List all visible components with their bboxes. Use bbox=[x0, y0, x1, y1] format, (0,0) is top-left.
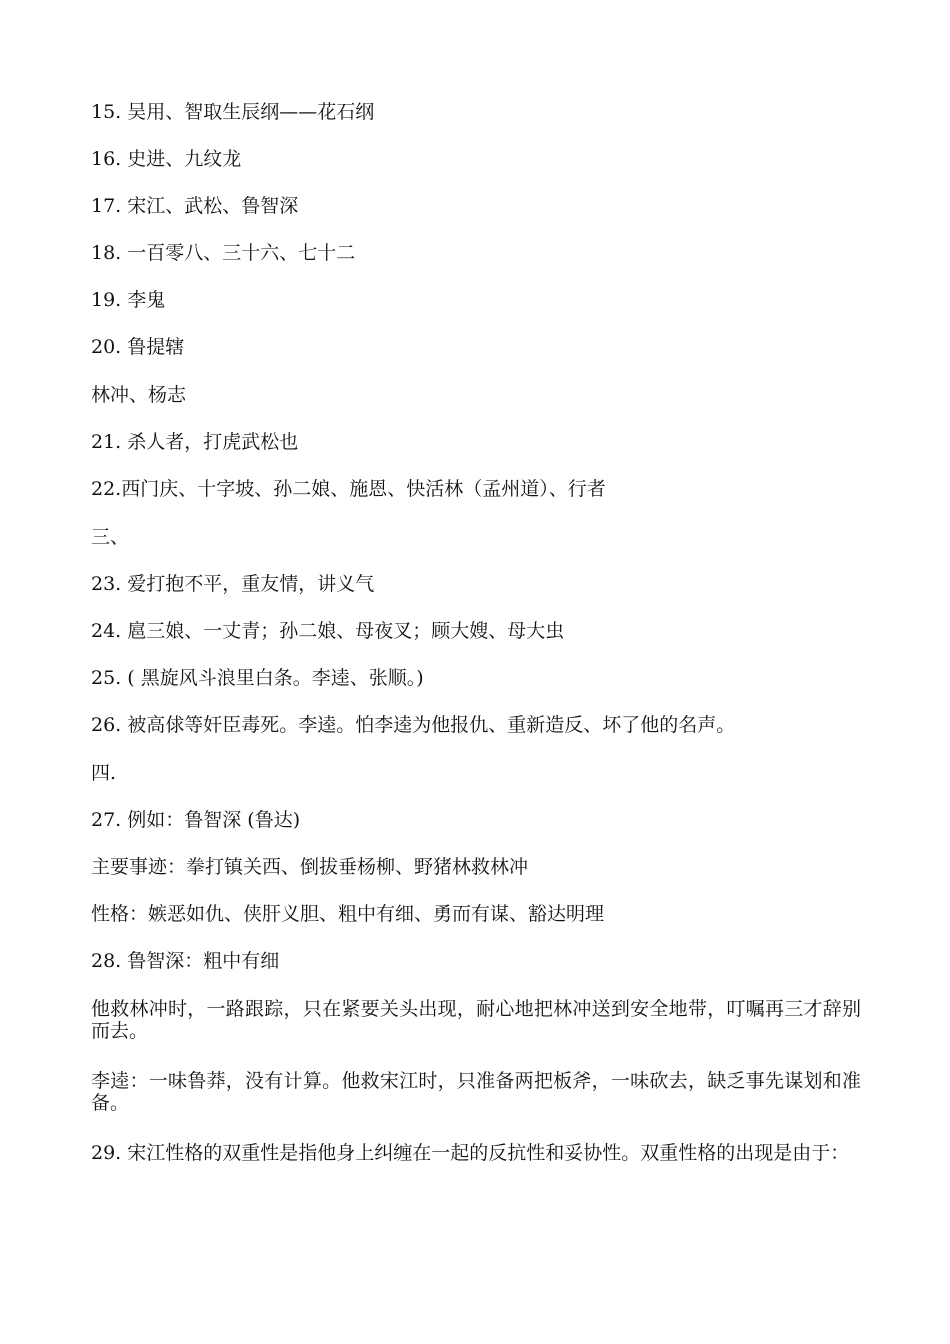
answer-line-20-continued: 林冲、杨志 bbox=[91, 384, 187, 406]
answer-paragraph-29: 29. 宋江性格的双重性是指他身上纠缠在一起的反抗性和妥协性。双重性格的出现是由于： bbox=[91, 1142, 850, 1164]
answer-line-19: 19. 李鬼 bbox=[91, 289, 166, 311]
answer-line-20: 20. 鲁提辖 bbox=[91, 336, 185, 358]
answer-line-22: 22.西门庆、十字坡、孙二娘、施恩、快活林（孟州道）、行者 bbox=[91, 478, 606, 500]
section-heading-4: 四. bbox=[91, 762, 117, 784]
answer-line-24: 24. 扈三娘、一丈青；孙二娘、母夜叉；顾大嫂、母大虫 bbox=[91, 620, 565, 642]
answer-line-26: 26. 被高俅等奸臣毒死。李逵。怕李逵为他报仇、重新造反、坏了他的名声。 bbox=[91, 714, 736, 736]
main-deeds-line: 主要事迹：拳打镇关西、倒拔垂杨柳、野猪林救林冲 bbox=[91, 856, 529, 878]
li-kui-paragraph: 李逵：一味鲁莽，没有计算。他救宋江时，只准备两把板斧，一味砍去，缺乏事先谋划和准备。 bbox=[91, 1070, 861, 1114]
section-heading-3: 三、 bbox=[91, 526, 130, 548]
answer-line-17: 17. 宋江、武松、鲁智深 bbox=[91, 195, 299, 217]
answer-line-18: 18. 一百零八、三十六、七十二 bbox=[91, 242, 356, 264]
answer-line-25: 25. ( 黑旋风斗浪里白条。李逵、张顺。) bbox=[91, 667, 424, 689]
answer-line-27: 27. 例如：鲁智深 (鲁达) bbox=[91, 809, 301, 831]
answer-line-28: 28. 鲁智深：粗中有细 bbox=[91, 950, 280, 972]
answer-line-16: 16. 史进、九纹龙 bbox=[91, 148, 242, 170]
lu-zhishen-paragraph: 他救林冲时，一路跟踪，只在紧要关头出现，耐心地把林冲送到安全地带，叮嘱再三才辞别而去。 bbox=[91, 998, 861, 1042]
answer-line-21: 21. 杀人者，打虎武松也 bbox=[91, 431, 299, 453]
answer-line-23: 23. 爱打抱不平，重友情，讲义气 bbox=[91, 573, 375, 595]
answer-line-15: 15. 吴用、智取生辰纲——花石纲 bbox=[91, 101, 375, 123]
personality-line: 性格：嫉恶如仇、侠肝义胆、粗中有细、勇而有谋、豁达明理 bbox=[91, 903, 605, 925]
